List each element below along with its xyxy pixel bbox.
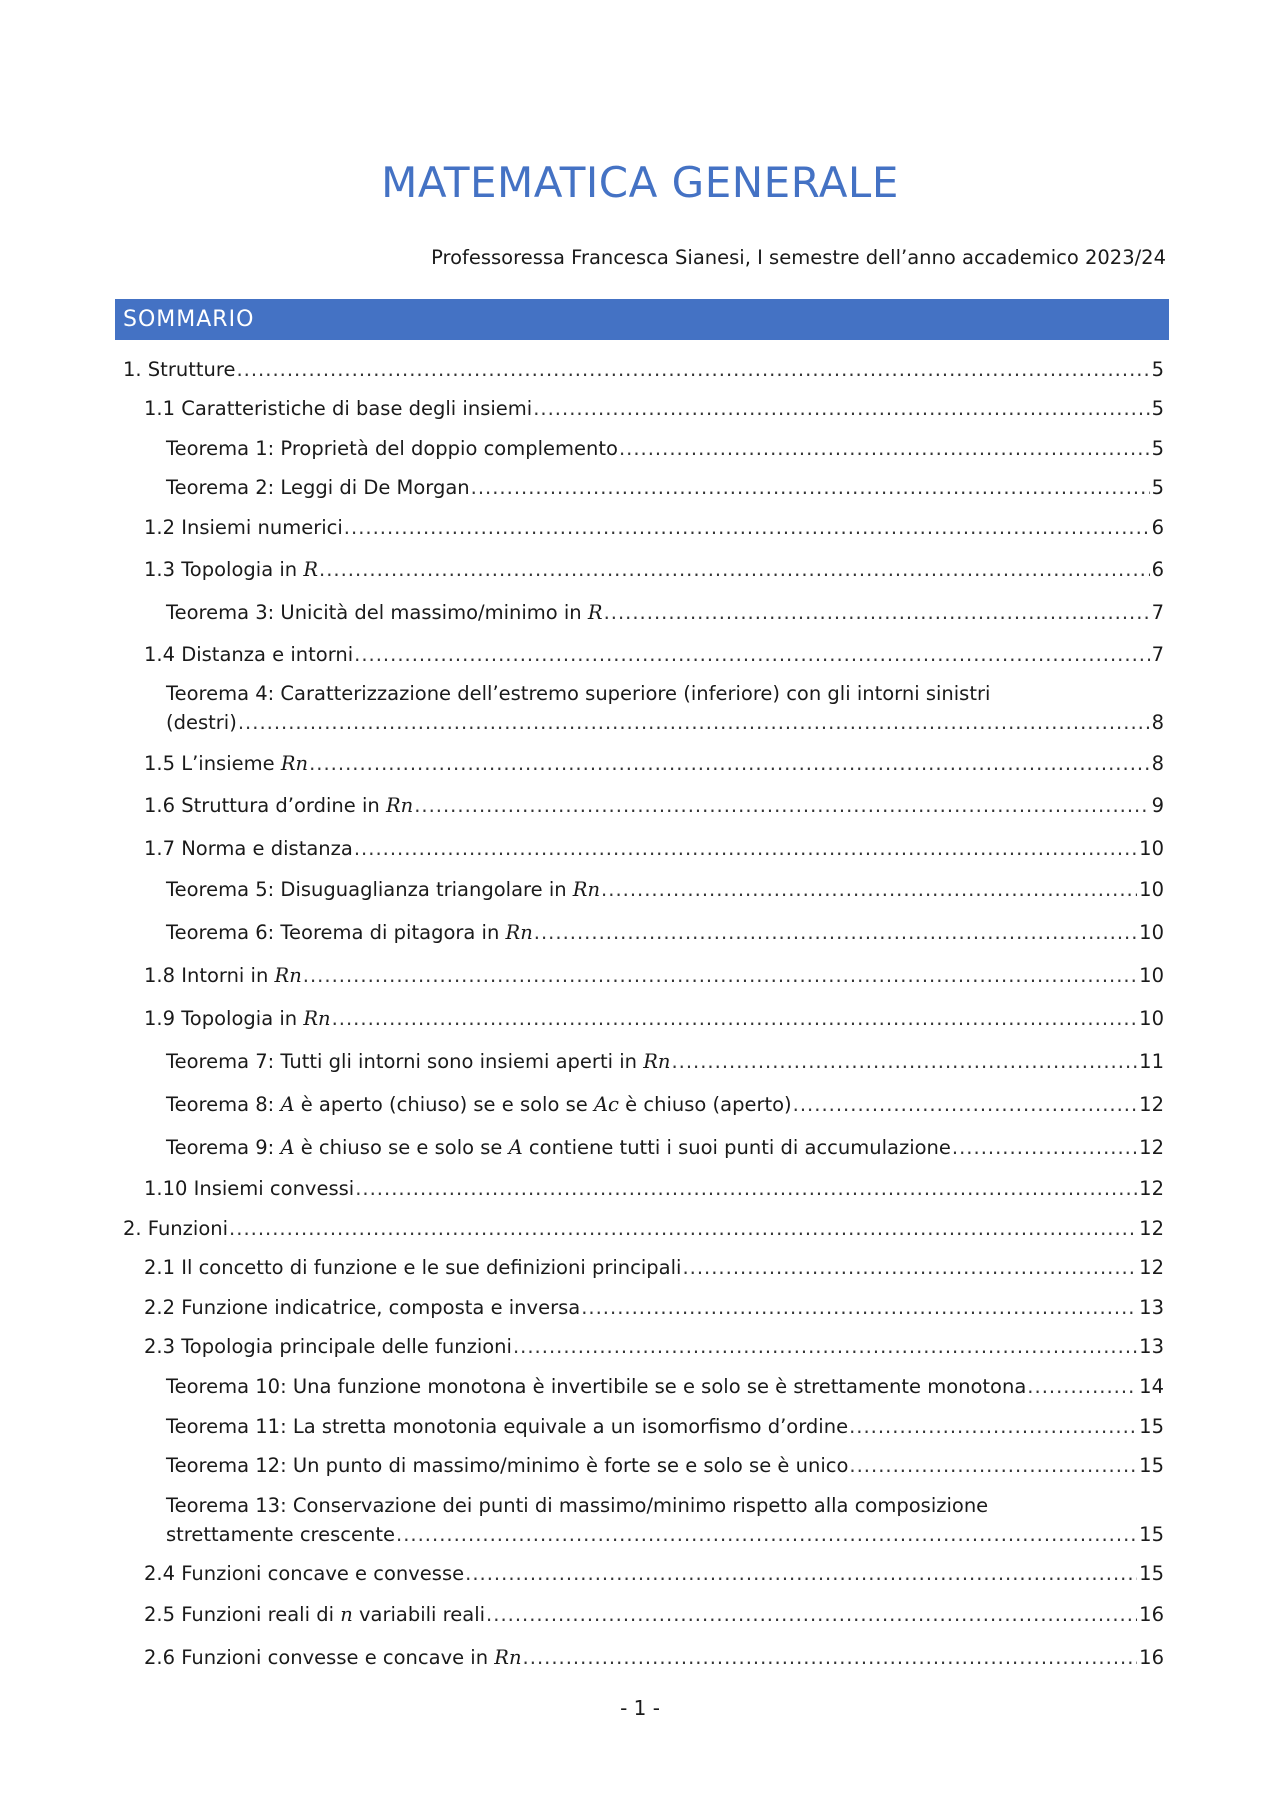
toc-entry[interactable]: Teorema 4: Caratterizzazione dell’estremo superiore (inferiore) con gli intorni sinistri (destri) ..... 8 — [166, 679, 1164, 737]
toc-page-number: 15 — [1139, 1562, 1164, 1585]
toc-entry[interactable]: Teorema 1: Proprietà del doppio complemento ..... 5 — [166, 434, 1164, 463]
toc-page-number: 11 — [1139, 1050, 1164, 1073]
page-number: - 1 - — [620, 1696, 660, 1720]
toc-entry[interactable]: Teorema 8: A è aperto (chiuso) se e solo se Ac è chiuso (aperto) ..... 12 — [166, 1090, 1164, 1119]
toc-page-number: 6 — [1151, 516, 1164, 539]
toc-entry[interactable]: 2.1 Il concetto di funzione e le sue definizioni principali ..... 12 — [144, 1253, 1164, 1282]
toc-page-number: 12 — [1139, 1256, 1164, 1279]
toc-page-number: 15 — [1139, 1523, 1164, 1546]
toc-entry[interactable]: Teorema 6: Teorema di pitagora in Rn ..... 10 — [166, 918, 1164, 947]
toc-entry[interactable]: Teorema 2: Leggi di De Morgan ..... 5 — [166, 473, 1164, 502]
toc-page-number: 10 — [1139, 964, 1164, 987]
toc-entry[interactable]: Teorema 13: Conservazione dei punti di massimo/minimo rispetto alla composizione strettamente crescente ..... 15 — [166, 1491, 1164, 1549]
toc-entry[interactable]: 1.9 Topologia in Rn ..... 10 — [144, 1004, 1164, 1033]
toc-entry[interactable]: 2.3 Topologia principale delle funzioni ..... 13 — [144, 1332, 1164, 1361]
toc-entry[interactable]: Teorema 12: Un punto di massimo/minimo è forte se e solo se è unico ..... 15 — [166, 1451, 1164, 1480]
toc-page-number: 7 — [1151, 601, 1164, 624]
toc-page-number: 9 — [1151, 794, 1164, 817]
toc-entry[interactable]: 1.3 Topologia in R ..... 6 — [144, 555, 1164, 584]
toc-page-number: 5 — [1151, 358, 1164, 381]
toc-page-number: 15 — [1139, 1454, 1164, 1477]
toc-entry[interactable]: 1.2 Insiemi numerici ..... 6 — [144, 513, 1164, 542]
toc-page-number: 10 — [1139, 921, 1164, 944]
toc-page-number: 8 — [1151, 752, 1164, 775]
toc-page-number: 13 — [1139, 1296, 1164, 1319]
toc-entry[interactable]: 1.8 Intorni in Rn ..... 10 — [144, 961, 1164, 990]
toc-entry[interactable]: Teorema 9: A è chiuso se e solo se A contiene tutti i suoi punti di accumulazione ..... 12 — [166, 1133, 1164, 1162]
toc-page-number: 16 — [1139, 1603, 1164, 1626]
toc-entry[interactable]: 1.1 Caratteristiche di base degli insiemi ..... 5 — [144, 394, 1164, 423]
document-subtitle: Professoressa Francesca Sianesi, I semestre dell’anno accademico 2023/24 — [431, 246, 1166, 269]
toc-page-number: 8 — [1151, 711, 1164, 734]
toc-entry[interactable]: 1.6 Struttura d’ordine in Rn ..... 9 — [144, 791, 1164, 820]
toc-page-number: 5 — [1151, 476, 1164, 499]
toc-page-number: 12 — [1139, 1177, 1164, 1200]
toc-page-number: 7 — [1151, 643, 1164, 666]
document-title: MATEMATICA GENERALE — [381, 158, 899, 207]
toc-entry[interactable]: 1.10 Insiemi convessi ..... 12 — [144, 1174, 1164, 1203]
toc-entry[interactable]: Teorema 3: Unicità del massimo/minimo in R ..... 7 — [166, 598, 1164, 627]
toc-page-number: 12 — [1139, 1217, 1164, 1240]
toc-entry[interactable]: 2.6 Funzioni convesse e concave in Rn ..... 16 — [144, 1643, 1164, 1672]
toc-entry[interactable]: 2.2 Funzione indicatrice, composta e inversa ..... 13 — [144, 1293, 1164, 1322]
toc-entry[interactable]: 1.4 Distanza e intorni ..... 7 — [144, 640, 1164, 669]
toc-entry[interactable]: Teorema 7: Tutti gli intorni sono insiemi aperti in Rn ..... 11 — [166, 1047, 1164, 1076]
toc-entry[interactable]: 1. Strutture ..... 5 — [123, 355, 1164, 384]
toc-page-number: 10 — [1139, 837, 1164, 860]
toc-entry[interactable]: 2.4 Funzioni concave e convesse ..... 15 — [144, 1559, 1164, 1588]
toc-page-number: 12 — [1139, 1093, 1164, 1116]
toc-page-number: 5 — [1151, 437, 1164, 460]
toc-page-number: 10 — [1139, 1007, 1164, 1030]
toc-page-number: 15 — [1139, 1415, 1164, 1438]
toc-page-number: 13 — [1139, 1335, 1164, 1358]
toc-page-number: 14 — [1139, 1375, 1164, 1398]
toc-entry[interactable]: 2.5 Funzioni reali di n variabili reali ..... 16 — [144, 1600, 1164, 1629]
toc-page-number: 6 — [1151, 558, 1164, 581]
toc-entry[interactable]: 2. Funzioni ..... 12 — [123, 1214, 1164, 1243]
toc-page-number: 10 — [1139, 878, 1164, 901]
toc-entry[interactable]: 1.5 L’insieme Rn ..... 8 — [144, 749, 1164, 778]
toc-entry[interactable]: 1.7 Norma e distanza ..... 10 — [144, 834, 1164, 863]
toc-entry[interactable]: Teorema 10: Una funzione monotona è invertibile se e solo se è strettamente monotona ..... 14 — [166, 1372, 1164, 1401]
toc-page-number: 16 — [1139, 1646, 1164, 1669]
toc-entry[interactable]: Teorema 5: Disuguaglianza triangolare in Rn ..... 10 — [166, 875, 1164, 904]
toc-heading: SOMMARIO — [115, 299, 1169, 340]
toc-entry[interactable]: Teorema 11: La stretta monotonia equivale a un isomorfismo d’ordine ..... 15 — [166, 1412, 1164, 1441]
toc-page-number: 12 — [1139, 1136, 1164, 1159]
toc-page-number: 5 — [1151, 397, 1164, 420]
